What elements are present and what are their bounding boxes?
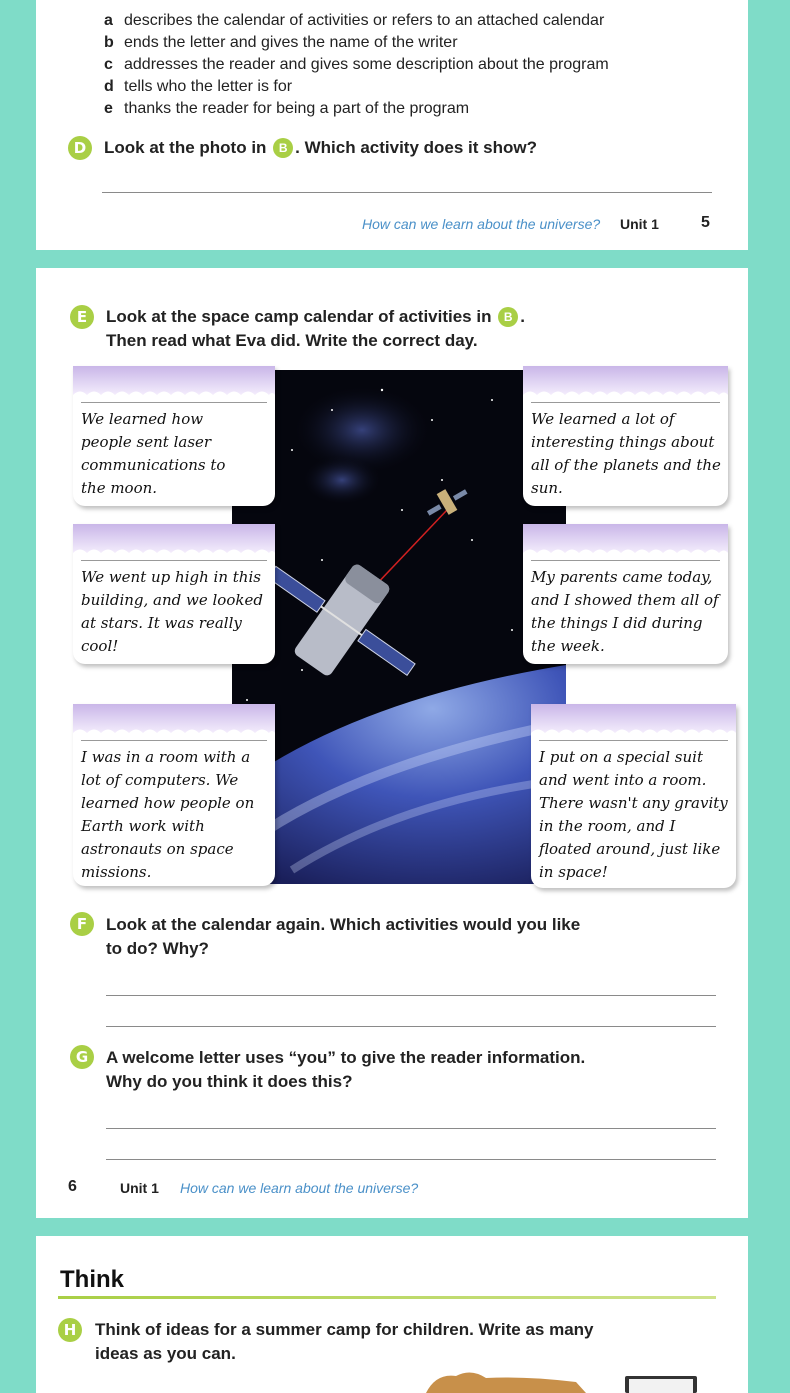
- question-badge-g: G: [70, 1045, 94, 1069]
- screen-illustration: [621, 1374, 701, 1393]
- page-5-fragment: [36, 0, 748, 250]
- card-text: My parents came today, and I showed them all of the things I did during the week.: [531, 568, 719, 655]
- footer-unit-question: How can we learn about the universe?: [180, 1180, 419, 1196]
- activity-card-6: [531, 704, 736, 888]
- answer-line-g-2[interactable]: [106, 1159, 716, 1160]
- option-c: c addresses the reader and gives some description about the program: [104, 56, 609, 73]
- page-6: [36, 268, 748, 1218]
- activity-card-2: [523, 366, 728, 506]
- question-d: Look at the photo in B . Which activity does it show?: [104, 138, 537, 157]
- reference-badge-b: B: [273, 138, 293, 158]
- question-badge-d: D: [68, 136, 92, 160]
- page-number: 5: [701, 214, 710, 231]
- section-heading: Think: [60, 1266, 124, 1293]
- question-badge-f: F: [70, 912, 94, 936]
- footer-unit-question: How can we learn about the universe?: [362, 216, 601, 232]
- card-text: We went up high in this building, and we looked at stars. It was really cool!: [81, 568, 263, 655]
- space-station-photo: [232, 370, 566, 884]
- page-number: 6: [68, 1178, 77, 1195]
- activity-card-1: [73, 366, 275, 506]
- card-text: I put on a special suit and went into a room. There wasn't any gravity in the room, and I floated around, just like in space!: [539, 748, 728, 881]
- question-f: Look at the calendar again. Which activities would you like to do? Why?: [106, 915, 581, 958]
- answer-line-d[interactable]: [102, 192, 712, 193]
- space-scene-image: [232, 370, 566, 884]
- option-d: d tells who the letter is for: [104, 78, 293, 95]
- option-a: a describes the calendar of activities or refers to an attached calendar: [104, 12, 605, 29]
- activity-card-3: [73, 524, 275, 664]
- activity-card-5: [73, 704, 275, 886]
- horse-illustration: [416, 1368, 616, 1393]
- option-e: e thanks the reader for being a part of the program: [104, 100, 470, 117]
- question-e: Look at the space camp calendar of activities in B . Then read what Eva did. Write the correct day.: [106, 307, 525, 350]
- card-text: We learned a lot of interesting things about all of the planets and the sun.: [531, 410, 721, 497]
- card-text: I was in a room with a lot of computers. We learned how people on Earth work with astronauts on space missions.: [81, 748, 255, 881]
- answer-line-f-2[interactable]: [106, 1026, 716, 1027]
- card-text: We learned how people sent laser communications to the moon.: [81, 410, 226, 497]
- heading-underline: [58, 1296, 716, 1299]
- answer-line-f-1[interactable]: [106, 995, 716, 996]
- question-g: A welcome letter uses “you” to give the reader information. Why do you think it does this?: [106, 1048, 586, 1091]
- answer-line-g-1[interactable]: [106, 1128, 716, 1129]
- question-badge-h: H: [58, 1318, 82, 1342]
- question-badge-e: E: [70, 305, 94, 329]
- question-h: Think of ideas for a summer camp for children. Write as many ideas as you can.: [95, 1320, 594, 1363]
- think-page-fragment: [36, 1236, 748, 1393]
- footer-unit-label: Unit 1: [120, 1180, 159, 1196]
- reference-badge-b: B: [498, 307, 518, 327]
- footer-unit-label: Unit 1: [620, 216, 659, 232]
- activity-card-4: [523, 524, 728, 664]
- option-b: b ends the letter and gives the name of the writer: [104, 34, 458, 51]
